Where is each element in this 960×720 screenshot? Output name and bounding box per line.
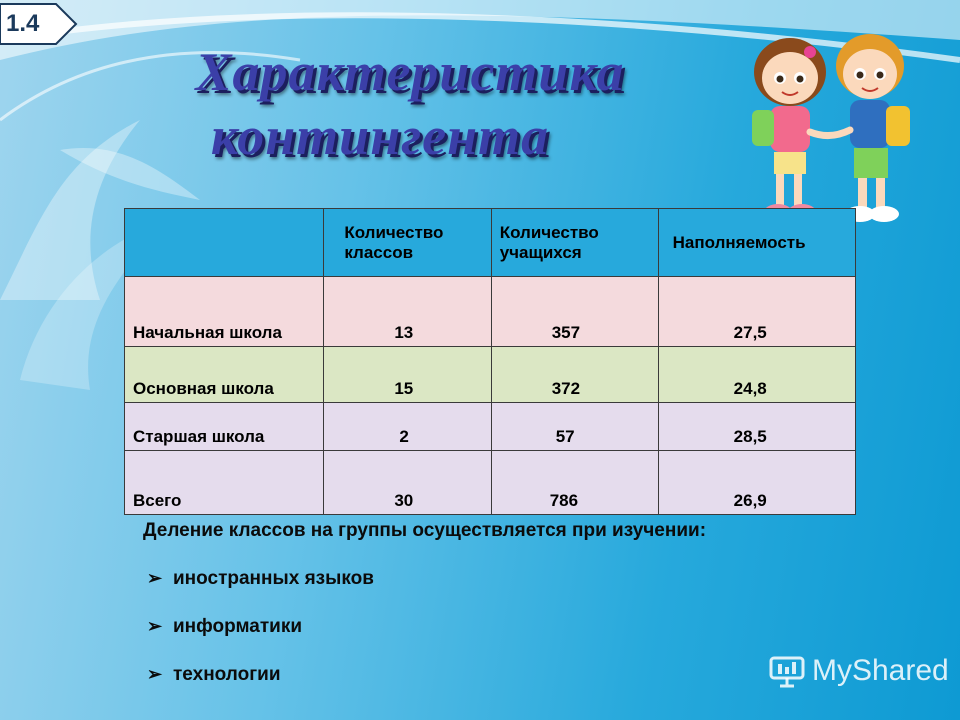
- row-label: Старшая школа: [125, 403, 324, 451]
- cell-classes: 30: [324, 451, 491, 515]
- list-item-text: иностранных языков: [173, 568, 374, 589]
- header-classes: Количество классов: [324, 209, 491, 277]
- header-students: Количество учащихся: [491, 209, 658, 277]
- row-label: Всего: [125, 451, 324, 515]
- list-item-text: технологии: [173, 664, 281, 685]
- table-row: [125, 403, 856, 451]
- cell-fill: 28,5: [658, 403, 855, 451]
- title-line-2: контингента: [210, 106, 550, 166]
- arrow-bullet-icon: ➢: [147, 616, 163, 636]
- cell-classes: 2: [324, 403, 491, 451]
- slide-number-badge: [0, 2, 78, 46]
- arrow-bullet-icon: ➢: [147, 664, 163, 684]
- list-item: [147, 664, 374, 712]
- watermark-logo: [768, 654, 949, 688]
- groups-note: Деление классов на группы осуществляется при изучении:: [143, 520, 707, 541]
- contingent-table: [124, 208, 856, 515]
- row-label: Основная школа: [125, 347, 324, 403]
- cell-students: 786: [491, 451, 658, 515]
- cell-fill: 26,9: [658, 451, 855, 515]
- cell-students: 57: [491, 403, 658, 451]
- watermark-text: MyShared: [812, 654, 949, 687]
- cell-classes: 13: [324, 277, 491, 347]
- header-empty: [125, 209, 324, 277]
- cell-students: 357: [491, 277, 658, 347]
- slide-title: [140, 40, 680, 168]
- arrow-bullet-icon: ➢: [147, 568, 163, 588]
- slide-number: 1.4: [6, 10, 40, 37]
- cell-fill: 27,5: [658, 277, 855, 347]
- children-illustration: [730, 22, 930, 232]
- list-item-text: информатики: [173, 616, 303, 637]
- cell-fill: 24,8: [658, 347, 855, 403]
- row-label: Начальная школа: [125, 277, 324, 347]
- title-line-1: Характеристика: [195, 42, 625, 102]
- list-item: [147, 568, 374, 616]
- table-header-row: [125, 209, 856, 277]
- header-fill: Наполняемость: [658, 209, 855, 277]
- cell-classes: 15: [324, 347, 491, 403]
- cell-students: 372: [491, 347, 658, 403]
- table-row: [125, 451, 856, 515]
- table-row: [125, 277, 856, 347]
- subjects-list: [147, 568, 374, 712]
- list-item: [147, 616, 374, 664]
- table-row: [125, 347, 856, 403]
- presentation-icon: [768, 654, 806, 688]
